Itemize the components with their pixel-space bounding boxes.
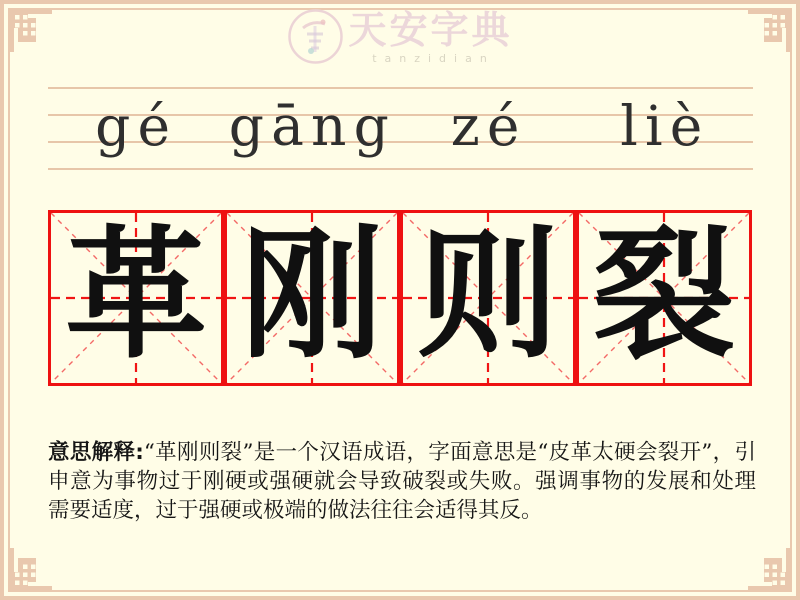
character-grid xyxy=(48,210,752,386)
hanzi-character: 刚 xyxy=(241,212,383,378)
meaning-label: 意思解释: xyxy=(48,440,144,465)
mizige-box xyxy=(224,210,400,386)
logo-title: 天安字典 xyxy=(348,7,513,52)
hanzi-character: 则 xyxy=(417,212,559,378)
meaning-text: “革刚则裂”是一个汉语成语，字面意思是“皮革太硬会裂开”，引申意为事物过于刚硬或强硬就会导致破裂或失败。强调事物的发展和处理需要适度，过于强硬或极端的做法往往会适得其反。 xyxy=(48,440,757,523)
logo xyxy=(0,8,800,65)
corner-ornament-icon xyxy=(744,544,800,600)
pinyin-syllable: gé xyxy=(95,94,178,158)
corner-ornament-icon xyxy=(0,544,56,600)
pinyin-row xyxy=(48,93,753,159)
logo-subtitle: tanzidian xyxy=(372,52,495,65)
pinyin-syllable: zé xyxy=(450,94,527,158)
pinyin-syllable: gāng xyxy=(228,94,396,158)
hanzi-character: 革 xyxy=(65,212,207,378)
meaning-paragraph xyxy=(48,438,756,525)
mizige-box xyxy=(48,210,224,386)
staff-line xyxy=(48,168,753,170)
hanzi-character: 裂 xyxy=(593,212,735,378)
seal-icon xyxy=(287,8,344,65)
pinyin-syllable: liè xyxy=(620,94,710,158)
mizige-box xyxy=(400,210,576,386)
mizige-box xyxy=(576,210,752,386)
staff-line xyxy=(48,87,753,89)
